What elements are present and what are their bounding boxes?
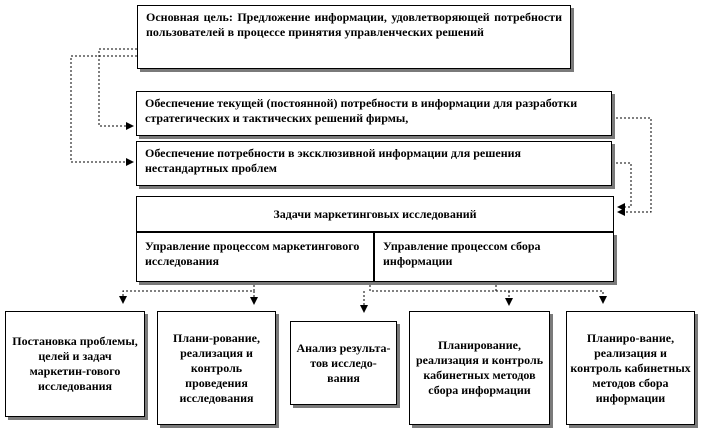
tasks-box — [136, 196, 614, 232]
manage-collection-box — [374, 232, 614, 282]
manage-research-box — [136, 232, 374, 282]
connector-right-branch — [370, 281, 603, 303]
manage-collection-text: Управление процессом сбора информации — [383, 239, 541, 268]
results-analysis-text: Анализ результа-тов исследо-вания — [296, 340, 391, 385]
exclusive-needs-text: Обеспечение потребности в эксклюзивной информации для решения нестандартных проблем — [145, 146, 522, 175]
manage-research-text: Управление процессом маркетингового исследования — [145, 239, 360, 268]
cabinet-methods-text-1: Планирование, реализация и контроль кабинетных методов сбора информации — [415, 338, 544, 397]
cabinet-methods-box-2 — [566, 311, 695, 425]
main-goal-box — [137, 5, 571, 69]
connector-exclusive-to-tasks — [612, 163, 631, 207]
problem-setting-box — [5, 311, 145, 417]
exclusive-needs-box — [136, 141, 612, 186]
current-needs-text: Обеспечение текущей (постоянной) потребности в информации для разработки стратегических и тактических решений фирмы, — [145, 96, 578, 125]
current-needs-box — [136, 91, 612, 136]
connector-main-to-current — [99, 49, 137, 126]
results-analysis-box — [290, 321, 397, 405]
cabinet-methods-box-1 — [409, 311, 550, 425]
connector-main-to-exclusive — [71, 56, 137, 162]
connector-left-branch — [123, 281, 254, 303]
cabinet-methods-text-2: Планиро-вание, реализация и контроль кабинетных методов сбора информации — [570, 330, 691, 405]
tasks-text: Задачи маркетинговых исследований — [273, 206, 477, 221]
main-goal-text: Основная цель: Предложение информации, удовлетворяющей потребности пользователей в процессе принятия управленческих решений — [146, 10, 562, 39]
research-planning-box — [157, 311, 276, 425]
research-planning-text: Плани-рование, реализация и контроль проведения исследования — [173, 330, 260, 405]
problem-setting-text: Постановка проблемы, целей и задач маркетин-гового исследования — [12, 334, 138, 393]
